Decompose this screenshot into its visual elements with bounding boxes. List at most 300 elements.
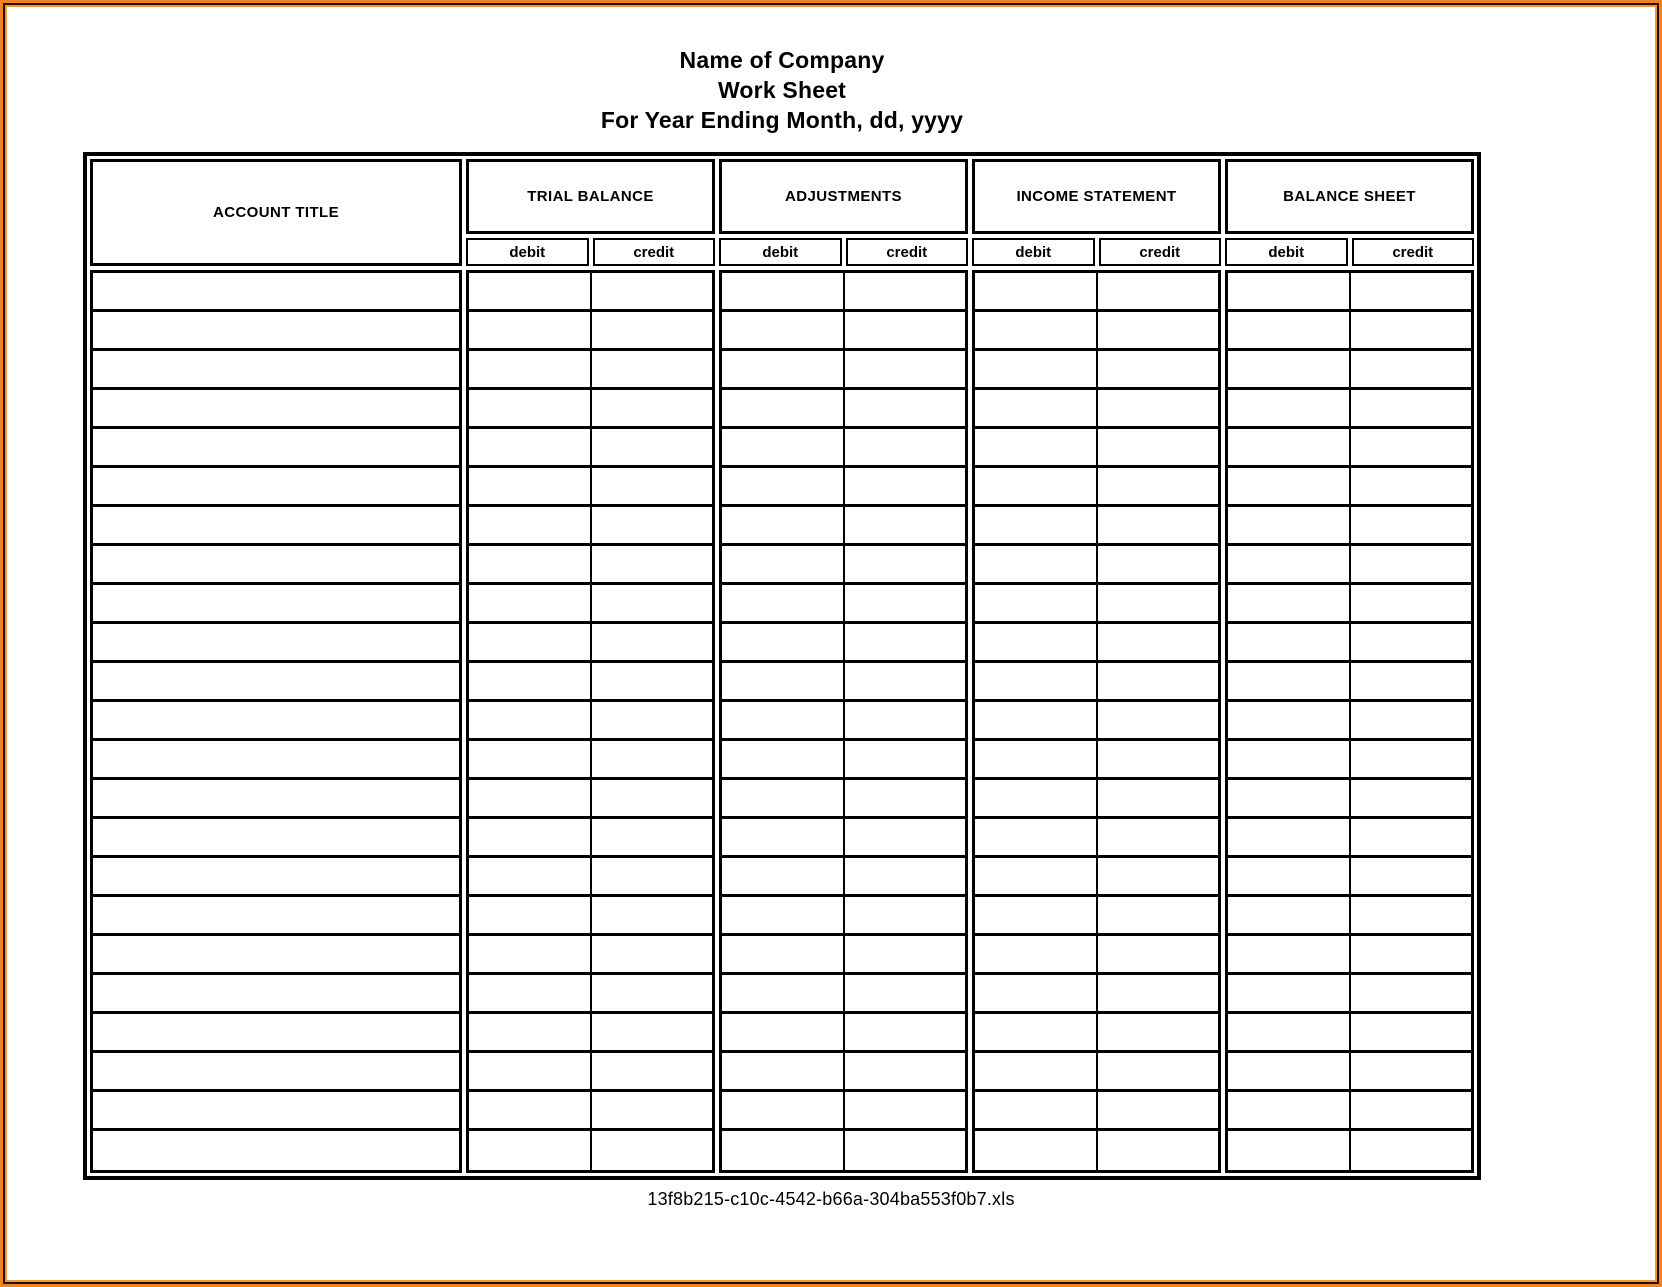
worksheet-page <box>7 7 1655 1280</box>
table-row <box>469 1053 712 1092</box>
debit-cell <box>469 663 590 699</box>
debit-cell <box>1228 390 1349 426</box>
table-row <box>1228 273 1471 312</box>
table-row <box>722 780 965 819</box>
file-name-caption: 13f8b215-c10c-4542-b66a-304ba553f0b7.xls <box>647 1189 1015 1209</box>
debit-cell <box>469 741 590 777</box>
credit-cell <box>590 702 713 738</box>
credit-cell <box>843 429 966 465</box>
table-row <box>722 468 965 507</box>
table-row <box>975 897 1218 936</box>
debit-cell <box>1228 1014 1349 1050</box>
debit-cell <box>1228 936 1349 972</box>
table-row <box>1228 1014 1471 1053</box>
debit-cell <box>469 468 590 504</box>
debit-cell <box>722 507 843 543</box>
debit-cell <box>469 1053 590 1089</box>
table-row <box>1228 936 1471 975</box>
table-row <box>93 741 459 780</box>
credit-cell <box>843 312 966 348</box>
subheader-row-income-statement <box>972 238 1221 266</box>
debit-cell <box>722 351 843 387</box>
subheader-row-trial-balance <box>466 238 715 266</box>
credit-cell <box>843 507 966 543</box>
debit-cell <box>722 702 843 738</box>
debit-cell <box>722 1053 843 1089</box>
credit-cell <box>590 1131 713 1170</box>
credit-cell <box>843 936 966 972</box>
table-row <box>975 1092 1218 1131</box>
table-row <box>975 741 1218 780</box>
debit-cell <box>1228 429 1349 465</box>
table-row <box>1228 897 1471 936</box>
table-row <box>722 819 965 858</box>
credit-cell <box>1349 819 1472 855</box>
credit-cell <box>1096 351 1219 387</box>
table-row <box>93 1053 459 1092</box>
table-row <box>469 1092 712 1131</box>
debit-cell <box>975 429 1096 465</box>
credit-cell <box>1349 507 1472 543</box>
credit-cell <box>1349 741 1472 777</box>
credit-cell <box>1349 273 1472 309</box>
group-header-adjustments: ADJUSTMENTS <box>719 159 968 234</box>
page-frame-inner-line <box>5 5 1657 1282</box>
table-row <box>93 897 459 936</box>
debit-cell <box>722 975 843 1011</box>
debit-cell <box>469 273 590 309</box>
credit-cell <box>590 663 713 699</box>
table-row <box>93 1014 459 1053</box>
table-row <box>975 1014 1218 1053</box>
credit-cell <box>1096 741 1219 777</box>
group-header-balance-sheet: BALANCE SHEET <box>1225 159 1474 234</box>
debit-cell <box>1228 351 1349 387</box>
credit-cell <box>843 975 966 1011</box>
account-title-header: ACCOUNT TITLE <box>90 159 462 266</box>
debit-cell <box>722 897 843 933</box>
table-row <box>469 702 712 741</box>
credit-cell <box>1096 1131 1219 1170</box>
worksheet-table <box>83 152 1481 1180</box>
group-body-income-statement <box>972 270 1221 1173</box>
credit-cell <box>1096 1014 1219 1050</box>
debit-cell <box>469 1131 590 1170</box>
credit-cell <box>1096 312 1219 348</box>
credit-cell <box>843 780 966 816</box>
credit-cell <box>843 897 966 933</box>
table-row <box>469 1131 712 1170</box>
credit-cell <box>1096 1092 1219 1128</box>
table-row <box>722 585 965 624</box>
table-row <box>975 273 1218 312</box>
credit-cell <box>1349 702 1472 738</box>
credit-cell <box>843 273 966 309</box>
table-row <box>975 468 1218 507</box>
table-row <box>469 390 712 429</box>
credit-cell <box>1096 507 1219 543</box>
group-header-income-statement: INCOME STATEMENT <box>972 159 1221 234</box>
table-row <box>1228 507 1471 546</box>
credit-cell <box>1349 585 1472 621</box>
debit-cell <box>469 858 590 894</box>
table-row <box>722 429 965 468</box>
credit-cell <box>590 819 713 855</box>
debit-cell <box>975 897 1096 933</box>
table-row <box>722 1092 965 1131</box>
table-row <box>1228 468 1471 507</box>
table-row <box>93 351 459 390</box>
table-row <box>722 312 965 351</box>
credit-cell <box>590 936 713 972</box>
credit-cell <box>843 1014 966 1050</box>
credit-cell <box>843 390 966 426</box>
table-row <box>469 624 712 663</box>
table-row <box>1228 663 1471 702</box>
table-row <box>722 1131 965 1170</box>
debit-cell <box>1228 546 1349 582</box>
table-row <box>93 702 459 741</box>
debit-cell <box>722 1131 843 1170</box>
subheader-row-balance-sheet <box>1225 238 1474 266</box>
credit-cell <box>1349 312 1472 348</box>
table-row <box>975 312 1218 351</box>
credit-cell <box>843 663 966 699</box>
debit-cell <box>469 624 590 660</box>
credit-cell <box>1349 936 1472 972</box>
table-row <box>469 546 712 585</box>
table-row <box>1228 390 1471 429</box>
credit-cell <box>1349 390 1472 426</box>
debit-cell <box>722 312 843 348</box>
table-row <box>975 780 1218 819</box>
debit-cell <box>469 780 590 816</box>
table-row <box>93 663 459 702</box>
debit-cell <box>975 390 1096 426</box>
debit-cell <box>1228 468 1349 504</box>
debit-cell <box>975 780 1096 816</box>
credit-cell <box>1349 429 1472 465</box>
debit-cell <box>975 858 1096 894</box>
credit-cell <box>1096 780 1219 816</box>
table-row <box>975 546 1218 585</box>
table-row <box>1228 546 1471 585</box>
credit-cell <box>1096 585 1219 621</box>
credit-cell <box>590 312 713 348</box>
debit-cell <box>469 897 590 933</box>
debit-cell <box>1228 585 1349 621</box>
debit-cell <box>1228 702 1349 738</box>
debit-cell <box>1228 624 1349 660</box>
debit-cell <box>722 936 843 972</box>
credit-column-header: credit <box>846 238 969 266</box>
credit-cell <box>590 429 713 465</box>
table-row <box>1228 1053 1471 1092</box>
credit-column-header: credit <box>1352 238 1475 266</box>
credit-cell <box>843 858 966 894</box>
debit-cell <box>975 663 1096 699</box>
group-header-trial-balance: TRIAL BALANCE <box>466 159 715 234</box>
table-row <box>722 663 965 702</box>
credit-cell <box>1349 897 1472 933</box>
group-column-balance-sheet <box>1225 159 1474 1173</box>
debit-cell <box>722 624 843 660</box>
credit-cell <box>590 507 713 543</box>
credit-cell <box>843 624 966 660</box>
table-row <box>469 1014 712 1053</box>
table-row <box>93 390 459 429</box>
credit-cell <box>590 273 713 309</box>
debit-cell <box>975 1092 1096 1128</box>
debit-cell <box>469 975 590 1011</box>
table-row <box>975 1053 1218 1092</box>
table-row <box>93 546 459 585</box>
table-row <box>722 741 965 780</box>
credit-cell <box>590 390 713 426</box>
debit-cell <box>1228 858 1349 894</box>
credit-cell <box>1349 1092 1472 1128</box>
debit-cell <box>722 468 843 504</box>
debit-cell <box>975 975 1096 1011</box>
credit-cell <box>843 1131 966 1170</box>
table-row <box>1228 858 1471 897</box>
table-row <box>469 312 712 351</box>
credit-cell <box>1349 975 1472 1011</box>
debit-cell <box>1228 897 1349 933</box>
debit-cell <box>1228 1131 1349 1170</box>
table-row <box>93 1131 459 1170</box>
debit-column-header: debit <box>719 238 842 266</box>
table-row <box>1228 312 1471 351</box>
table-row <box>722 507 965 546</box>
debit-cell <box>975 546 1096 582</box>
debit-column-header: debit <box>1225 238 1348 266</box>
table-row <box>1228 741 1471 780</box>
table-row <box>469 858 712 897</box>
debit-cell <box>469 936 590 972</box>
table-row <box>469 936 712 975</box>
table-row <box>469 273 712 312</box>
debit-cell <box>469 1092 590 1128</box>
table-row <box>93 624 459 663</box>
credit-cell <box>1096 819 1219 855</box>
account-title-column <box>90 159 462 1173</box>
group-body-adjustments <box>719 270 968 1173</box>
table-row <box>93 780 459 819</box>
table-row <box>975 585 1218 624</box>
debit-cell <box>469 585 590 621</box>
debit-cell <box>469 546 590 582</box>
credit-cell <box>1349 351 1472 387</box>
table-row <box>469 897 712 936</box>
table-row <box>1228 975 1471 1014</box>
table-row <box>1228 819 1471 858</box>
credit-cell <box>590 741 713 777</box>
table-row <box>1228 624 1471 663</box>
account-title-body <box>90 270 462 1173</box>
credit-cell <box>590 351 713 387</box>
table-row <box>469 507 712 546</box>
table-row <box>1228 702 1471 741</box>
table-row <box>1228 429 1471 468</box>
debit-cell <box>722 741 843 777</box>
table-row <box>93 858 459 897</box>
table-row <box>975 936 1218 975</box>
debit-cell <box>722 1014 843 1050</box>
table-row <box>722 273 965 312</box>
debit-cell <box>975 1014 1096 1050</box>
table-row <box>722 897 965 936</box>
credit-cell <box>1096 1053 1219 1089</box>
debit-cell <box>975 624 1096 660</box>
group-column-adjustments <box>719 159 968 1173</box>
debit-cell <box>722 663 843 699</box>
table-row <box>469 663 712 702</box>
credit-cell <box>590 975 713 1011</box>
table-row <box>975 390 1218 429</box>
credit-cell <box>843 1092 966 1128</box>
credit-cell <box>590 468 713 504</box>
table-row <box>975 819 1218 858</box>
debit-cell <box>722 429 843 465</box>
credit-cell <box>1096 273 1219 309</box>
table-row <box>722 624 965 663</box>
credit-cell <box>590 585 713 621</box>
table-row <box>975 429 1218 468</box>
table-row <box>975 507 1218 546</box>
table-row <box>469 585 712 624</box>
credit-cell <box>1096 897 1219 933</box>
debit-cell <box>975 585 1096 621</box>
table-row <box>722 936 965 975</box>
debit-cell <box>469 312 590 348</box>
table-row <box>1228 585 1471 624</box>
debit-cell <box>722 858 843 894</box>
debit-cell <box>975 702 1096 738</box>
debit-cell <box>1228 975 1349 1011</box>
credit-cell <box>590 780 713 816</box>
credit-cell <box>1096 624 1219 660</box>
table-row <box>93 507 459 546</box>
debit-cell <box>722 819 843 855</box>
table-row <box>722 702 965 741</box>
debit-cell <box>1228 1092 1349 1128</box>
credit-cell <box>1096 468 1219 504</box>
document-title-block <box>83 45 1481 135</box>
credit-cell <box>1349 1053 1472 1089</box>
debit-cell <box>1228 273 1349 309</box>
table-row <box>93 273 459 312</box>
credit-cell <box>1349 780 1472 816</box>
debit-cell <box>722 780 843 816</box>
company-name-title: Name of Company <box>679 47 885 73</box>
debit-cell <box>1228 741 1349 777</box>
debit-column-header: debit <box>466 238 589 266</box>
worksheet-title: Work Sheet <box>717 77 847 103</box>
group-column-trial-balance <box>466 159 715 1173</box>
table-row <box>975 624 1218 663</box>
debit-cell <box>975 1053 1096 1089</box>
credit-cell <box>1096 546 1219 582</box>
group-body-trial-balance <box>466 270 715 1173</box>
subheader-row-adjustments <box>719 238 968 266</box>
table-row <box>469 780 712 819</box>
table-row <box>975 351 1218 390</box>
credit-cell <box>843 1053 966 1089</box>
debit-cell <box>1228 1053 1349 1089</box>
page-frame-dark-line <box>3 3 1659 1284</box>
table-row <box>975 702 1218 741</box>
credit-cell <box>843 819 966 855</box>
table-row <box>1228 351 1471 390</box>
credit-cell <box>843 702 966 738</box>
table-row <box>93 429 459 468</box>
period-title: For Year Ending Month, dd, yyyy <box>600 107 964 133</box>
debit-cell <box>469 429 590 465</box>
table-row <box>93 975 459 1014</box>
debit-cell <box>1228 819 1349 855</box>
credit-cell <box>1096 975 1219 1011</box>
credit-cell <box>1096 390 1219 426</box>
debit-cell <box>722 390 843 426</box>
table-row <box>469 429 712 468</box>
credit-cell <box>590 897 713 933</box>
credit-cell <box>843 351 966 387</box>
debit-cell <box>975 273 1096 309</box>
credit-cell <box>1096 702 1219 738</box>
debit-cell <box>722 1092 843 1128</box>
credit-column-header: credit <box>1099 238 1222 266</box>
table-row <box>469 351 712 390</box>
table-row <box>93 312 459 351</box>
credit-cell <box>590 546 713 582</box>
table-row <box>93 468 459 507</box>
debit-cell <box>1228 312 1349 348</box>
debit-cell <box>1228 507 1349 543</box>
credit-cell <box>843 585 966 621</box>
debit-cell <box>469 507 590 543</box>
table-row <box>722 546 965 585</box>
table-row <box>93 819 459 858</box>
credit-cell <box>590 624 713 660</box>
credit-cell <box>1349 624 1472 660</box>
credit-cell <box>843 741 966 777</box>
table-row <box>975 975 1218 1014</box>
table-row <box>469 741 712 780</box>
credit-cell <box>1096 936 1219 972</box>
debit-cell <box>469 1014 590 1050</box>
table-row <box>469 468 712 507</box>
credit-cell <box>1349 858 1472 894</box>
credit-cell <box>590 1053 713 1089</box>
credit-cell <box>1349 1131 1472 1170</box>
debit-cell <box>722 546 843 582</box>
debit-cell <box>1228 780 1349 816</box>
credit-cell <box>1349 546 1472 582</box>
table-row <box>722 1014 965 1053</box>
credit-cell <box>590 858 713 894</box>
debit-cell <box>975 312 1096 348</box>
debit-cell <box>722 585 843 621</box>
credit-cell <box>1349 1014 1472 1050</box>
table-row <box>469 975 712 1014</box>
table-row <box>1228 780 1471 819</box>
credit-cell <box>1096 429 1219 465</box>
credit-cell <box>1096 663 1219 699</box>
debit-cell <box>469 702 590 738</box>
table-row <box>1228 1131 1471 1170</box>
credit-cell <box>590 1014 713 1050</box>
